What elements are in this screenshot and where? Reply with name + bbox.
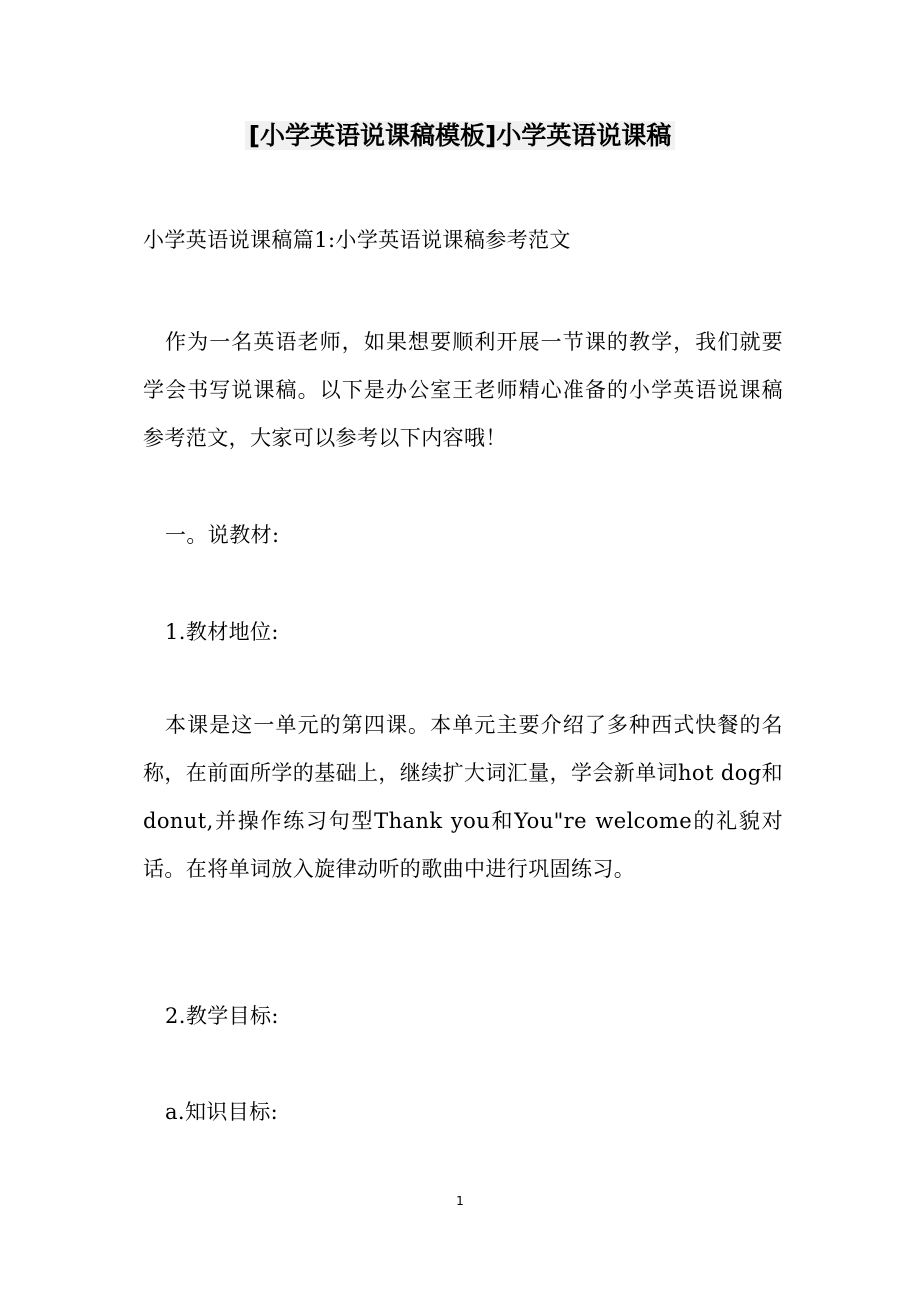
document-title <box>0 117 920 155</box>
section-heading: 小学英语说课稿篇1:小学英语说课稿参考范文 <box>143 228 571 252</box>
outline-heading-2: 1.教材地位: <box>165 620 279 644</box>
document-title-text: [小学英语说课稿模板]小学英语说课稿 <box>245 121 676 150</box>
outline-heading-4: a.知识目标: <box>165 1100 279 1124</box>
intro-paragraph: 作为一名英语老师，如果想要顺利开展一节课的教学，我们就要学会书写说课稿。以下是办公室王老师精心准备的小学英语说课稿参考范文，大家可以参考以下内容哦！ <box>143 330 783 450</box>
body-paragraph: 本课是这一单元的第四课。本单元主要介绍了多种西式快餐的名称，在前面所学的基础上，继续扩大词汇量，学会新单词hot dog和donut,并操作练习句型Thank you和You"re welcome的礼貌对话。在将单词放入旋律动听的歌曲中进行巩固练习。 <box>143 713 784 881</box>
outline-heading-3: 2.教学目标: <box>165 1004 279 1028</box>
page-number: 1 <box>456 1194 464 1208</box>
outline-heading-1: 一。说教材: <box>165 523 280 547</box>
